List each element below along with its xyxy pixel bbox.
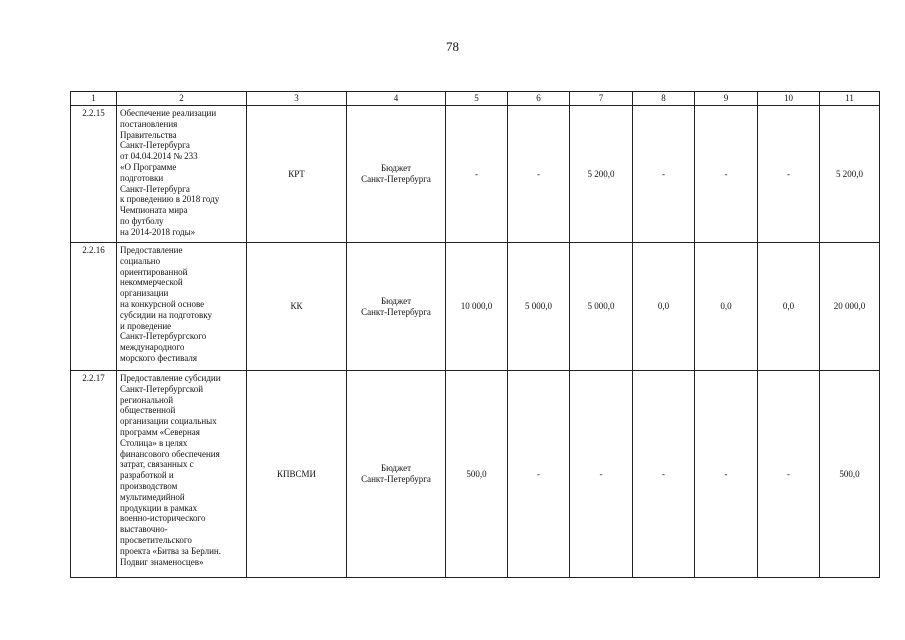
row-code: КРТ (247, 106, 347, 243)
row-number: 2.2.15 (71, 106, 117, 243)
column-header-1: 1 (71, 92, 117, 106)
description-line: на 2014-2018 годы» (120, 226, 196, 237)
row-code: КПВСМИ (247, 371, 347, 578)
row-value: 0,0 (633, 243, 695, 371)
row-value: - (508, 371, 570, 578)
row-value: 10 000,0 (446, 243, 508, 371)
description-line: Столица» в целях (120, 437, 188, 448)
description-line: организации социальных (120, 416, 217, 427)
column-header-9: 9 (695, 92, 758, 106)
description-line: общественной (120, 405, 176, 416)
description-line: подготовки (120, 172, 164, 183)
description-line: разработкой и (120, 470, 174, 481)
row-value: - (758, 106, 820, 243)
table-row (71, 371, 880, 578)
description-line: Подвиг знаменосцев» (120, 556, 204, 567)
row-value: - (570, 371, 633, 578)
description-line: организации (120, 288, 169, 299)
description-line: постановления (120, 118, 178, 129)
row-value: - (446, 106, 508, 243)
description-line: ориентированной (120, 266, 188, 277)
description-line: от 04.04.2014 № 233 (120, 151, 198, 162)
row-value: - (508, 106, 570, 243)
column-header-3: 3 (247, 92, 347, 106)
row-description (117, 371, 247, 578)
description-line: Санкт-Петербургской (120, 383, 204, 394)
description-line: Чемпионата мира (120, 205, 188, 216)
row-description (117, 106, 247, 243)
column-header-8: 8 (633, 92, 695, 106)
description-line: на конкурсной основе (120, 298, 205, 309)
funding-source-line: Санкт-Петербурга (361, 174, 431, 184)
description-line: Обеспечение реализации (120, 108, 217, 118)
description-line: к проведению в 2018 году (120, 194, 220, 205)
table-row (71, 243, 880, 371)
description-line: по футболу (120, 215, 164, 226)
row-value: - (633, 371, 695, 578)
column-header-7: 7 (570, 92, 633, 106)
description-line: проекта «Битва за Берлин. (120, 545, 221, 556)
description-line: «О Программе (120, 161, 177, 172)
description-line: просветительского (120, 534, 192, 545)
row-funding-source (347, 371, 446, 578)
row-value: 5 000,0 (508, 243, 570, 371)
page-number: 78 (446, 39, 459, 54)
row-value: 5 000,0 (570, 243, 633, 371)
row-value: 500,0 (446, 371, 508, 578)
description-line: затрат, связанных с (120, 459, 194, 470)
row-value: - (695, 106, 758, 243)
description-line: некоммерческой (120, 277, 183, 288)
column-header-10: 10 (758, 92, 820, 106)
row-value: 0,0 (758, 243, 820, 371)
row-value: 0,0 (695, 243, 758, 371)
row-value: 5 200,0 (570, 106, 633, 243)
row-total: 5 200,0 (820, 106, 880, 243)
description-line: производством (120, 480, 178, 491)
funding-source-line: Бюджет (380, 163, 412, 174)
description-line: морского фестиваля (120, 352, 197, 363)
row-value: - (695, 371, 758, 578)
description-line: финансового обеспечения (120, 448, 220, 459)
column-header-2: 2 (117, 92, 247, 106)
table-row (71, 106, 880, 243)
row-total: 20 000,0 (820, 243, 880, 371)
description-line: региональной (120, 394, 174, 405)
description-line: международного (120, 342, 185, 353)
description-line: продукции в рамках (120, 502, 198, 513)
funding-source-line: Бюджет (380, 463, 412, 474)
funding-source-line: Санкт-Петербурга (361, 306, 431, 317)
description-line: выставочно- (120, 524, 168, 535)
row-description (117, 243, 247, 371)
row-total: 500,0 (820, 371, 880, 578)
row-value: - (633, 106, 695, 243)
description-line: субсидии на подготовку (120, 309, 212, 320)
description-line: Предоставление субсидии (120, 373, 221, 383)
funding-source-line: Бюджет (380, 295, 412, 306)
row-funding-source (347, 106, 446, 243)
funding-source-line: Санкт-Петербурга (361, 474, 431, 484)
row-number: 2.2.16 (71, 243, 117, 371)
description-line: социально (120, 255, 161, 266)
column-header-4: 4 (347, 92, 446, 106)
row-number: 2.2.17 (71, 371, 117, 578)
description-line: Санкт-Петербурга (120, 140, 190, 151)
column-header-6: 6 (508, 92, 570, 106)
description-line: и проведение (120, 320, 172, 331)
description-line: Санкт-Петербурга (120, 183, 190, 194)
table-header-row (71, 92, 880, 106)
row-funding-source (347, 243, 446, 371)
description-line: программ «Северная (120, 426, 200, 437)
description-line: военно-исторического (120, 513, 206, 524)
column-header-5: 5 (446, 92, 508, 106)
description-line: Санкт-Петербургского (120, 331, 207, 342)
budget-table (70, 91, 880, 578)
description-line: Правительства (120, 129, 177, 140)
row-code: КК (247, 243, 347, 371)
column-header-11: 11 (820, 92, 880, 106)
description-line: Предоставление (120, 245, 183, 255)
row-value: - (758, 371, 820, 578)
description-line: мультимедийной (120, 491, 185, 502)
